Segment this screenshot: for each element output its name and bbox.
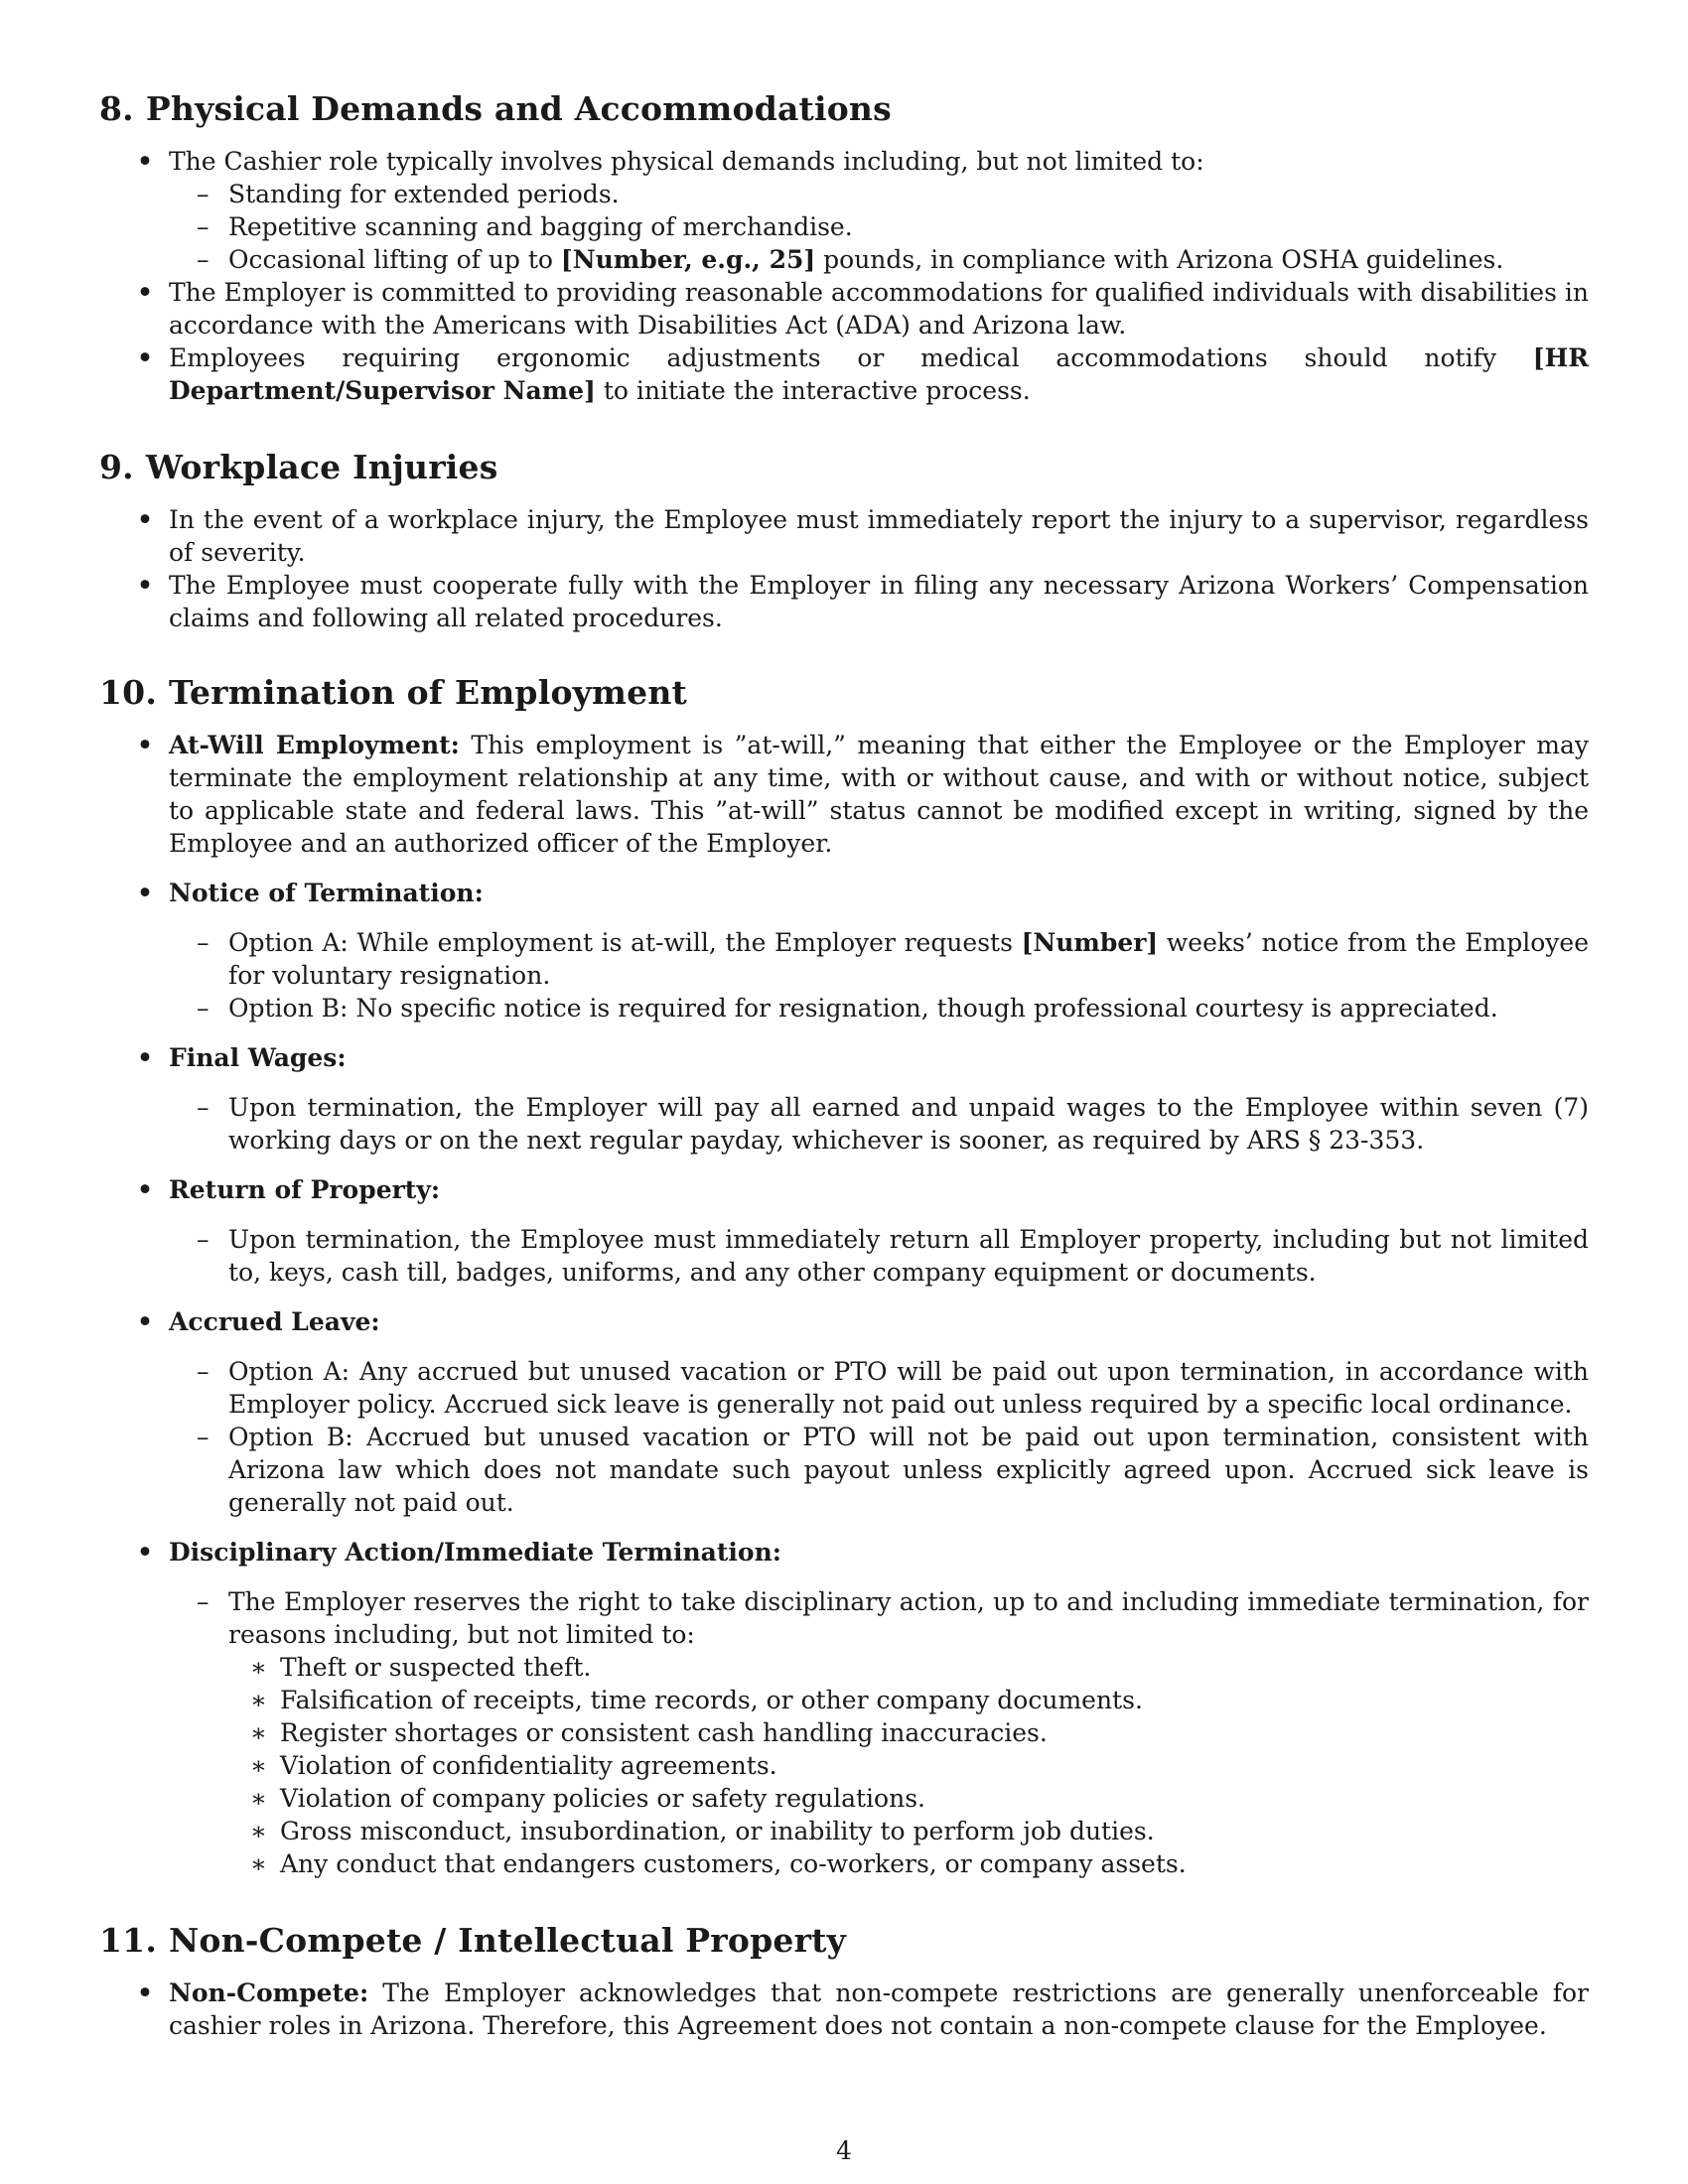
sub-item: – Option B: Accrued but unused vacation or PTO will not be paid out upon termination, consistent with Arizona law which does not mandate such payout unless explicitly agreed upon. Accrued sick leave is generally not paid out.	[197, 1423, 1589, 1518]
sub-item: – The Employer reserves the right to take disciplinary action, up to and including immediate termination, for reasons including, but not limited to:	[197, 1587, 1589, 1650]
section-9	[99, 450, 1589, 634]
sub-item: – Standing for extended periods.	[197, 180, 620, 209]
list-item: ∗ Falsification of receipts, time records, or other company documents.	[250, 1686, 1143, 1715]
section-8	[99, 91, 1589, 407]
section-heading: 10. Termination of Employment	[99, 673, 687, 712]
sub-item: – Option A: While employment is at-will, the Employer requests [Number] weeks’ notice from the Employee for voluntary resignation.	[197, 928, 1589, 991]
bullet-item: • Non-Compete: The Employer acknowledges that non-compete restrictions are generally unenforceable for cashier roles in Arizona. Therefore, this Agreement does not contain a non-compete clause for the Employee.	[137, 1979, 1589, 2041]
sub-item: – Upon termination, the Employer will pay all earned and unpaid wages to the Employee within seven (7) working days or on the next regular payday, whichever is sooner, as required by ARS § 23-353.	[197, 1093, 1589, 1156]
sub-item: – Option B: No specific notice is required for resignation, though professional courtesy is appreciated.	[197, 994, 1498, 1024]
list-item: ∗ Register shortages or consistent cash handling inaccuracies.	[250, 1718, 1048, 1748]
list-item: ∗ Violation of company policies or safety regulations.	[250, 1784, 925, 1814]
list-item: ∗ Theft or suspected theft.	[250, 1653, 592, 1683]
bullet-item: • Employees requiring ergonomic adjustments or medical accommodations should notify [HR Department/Supervisor Name] to initiate the interactive process.	[137, 343, 1589, 406]
bullet-item: • Final Wages:	[137, 1043, 347, 1073]
bullet-item: • In the event of a workplace injury, the Employee must immediately report the injury to a supervisor, regardless of severity.	[137, 505, 1589, 568]
section-11	[99, 1923, 1589, 2042]
list-item: ∗ Any conduct that endangers customers, co-workers, or company assets.	[250, 1849, 1187, 1879]
bullet-item: • Disciplinary Action/Immediate Termination:	[137, 1538, 781, 1568]
list-item: ∗ Gross misconduct, insubordination, or inability to perform job duties.	[250, 1817, 1155, 1846]
sub-item: – Option A: Any accrued but unused vacation or PTO will be paid out upon termination, in accordance with Employer policy. Accrued sick leave is generally not paid out unless required by a specific local ordinance.	[197, 1357, 1589, 1420]
section-heading: 9. Workplace Injuries	[99, 448, 498, 486]
section-10	[99, 675, 1589, 1880]
sub-item: – Occasional lifting of up to [Number, e.g., 25] pounds, in compliance with Arizona OSHA guidelines.	[197, 245, 1504, 275]
section-heading: 8. Physical Demands and Accommodations	[99, 89, 892, 128]
bullet-item: • The Cashier role typically involves physical demands including, but not limited to:	[137, 147, 1204, 177]
bullet-item: • At-Will Employment: This employment is ”at-will,” meaning that either the Employee or the Employer may terminate the employment relationship at any time, with or without cause, and with or without notice, subject to applicable state and federal laws. This ”at-will” status cannot be modified except in writing, signed by the Employee and an authorized officer of the Employer.	[137, 731, 1589, 859]
bullet-item: • Notice of Termination:	[137, 879, 484, 908]
bullet-item: • The Employer is committed to providing reasonable accommodations for qualified individuals with disabilities in accordance with the Americans with Disabilities Act (ADA) and Arizona law.	[137, 278, 1589, 341]
bullet-item: • The Employee must cooperate fully with the Employer in filing any necessary Arizona Workers’ Compensation claims and following all related procedures.	[137, 571, 1589, 633]
sub-item: – Upon termination, the Employee must immediately return all Employer property, including but not limited to, keys, cash till, badges, uniforms, and any other company equipment or documents.	[197, 1225, 1589, 1288]
bullet-item: • Accrued Leave:	[137, 1307, 380, 1337]
page-number: 4	[836, 2136, 852, 2165]
section-heading: 11. Non-Compete / Intellectual Property	[99, 1921, 846, 1960]
list-item: ∗ Violation of confidentiality agreements.	[250, 1751, 777, 1781]
sub-item: – Repetitive scanning and bagging of merchandise.	[197, 212, 853, 242]
bullet-item: • Return of Property:	[137, 1175, 441, 1205]
